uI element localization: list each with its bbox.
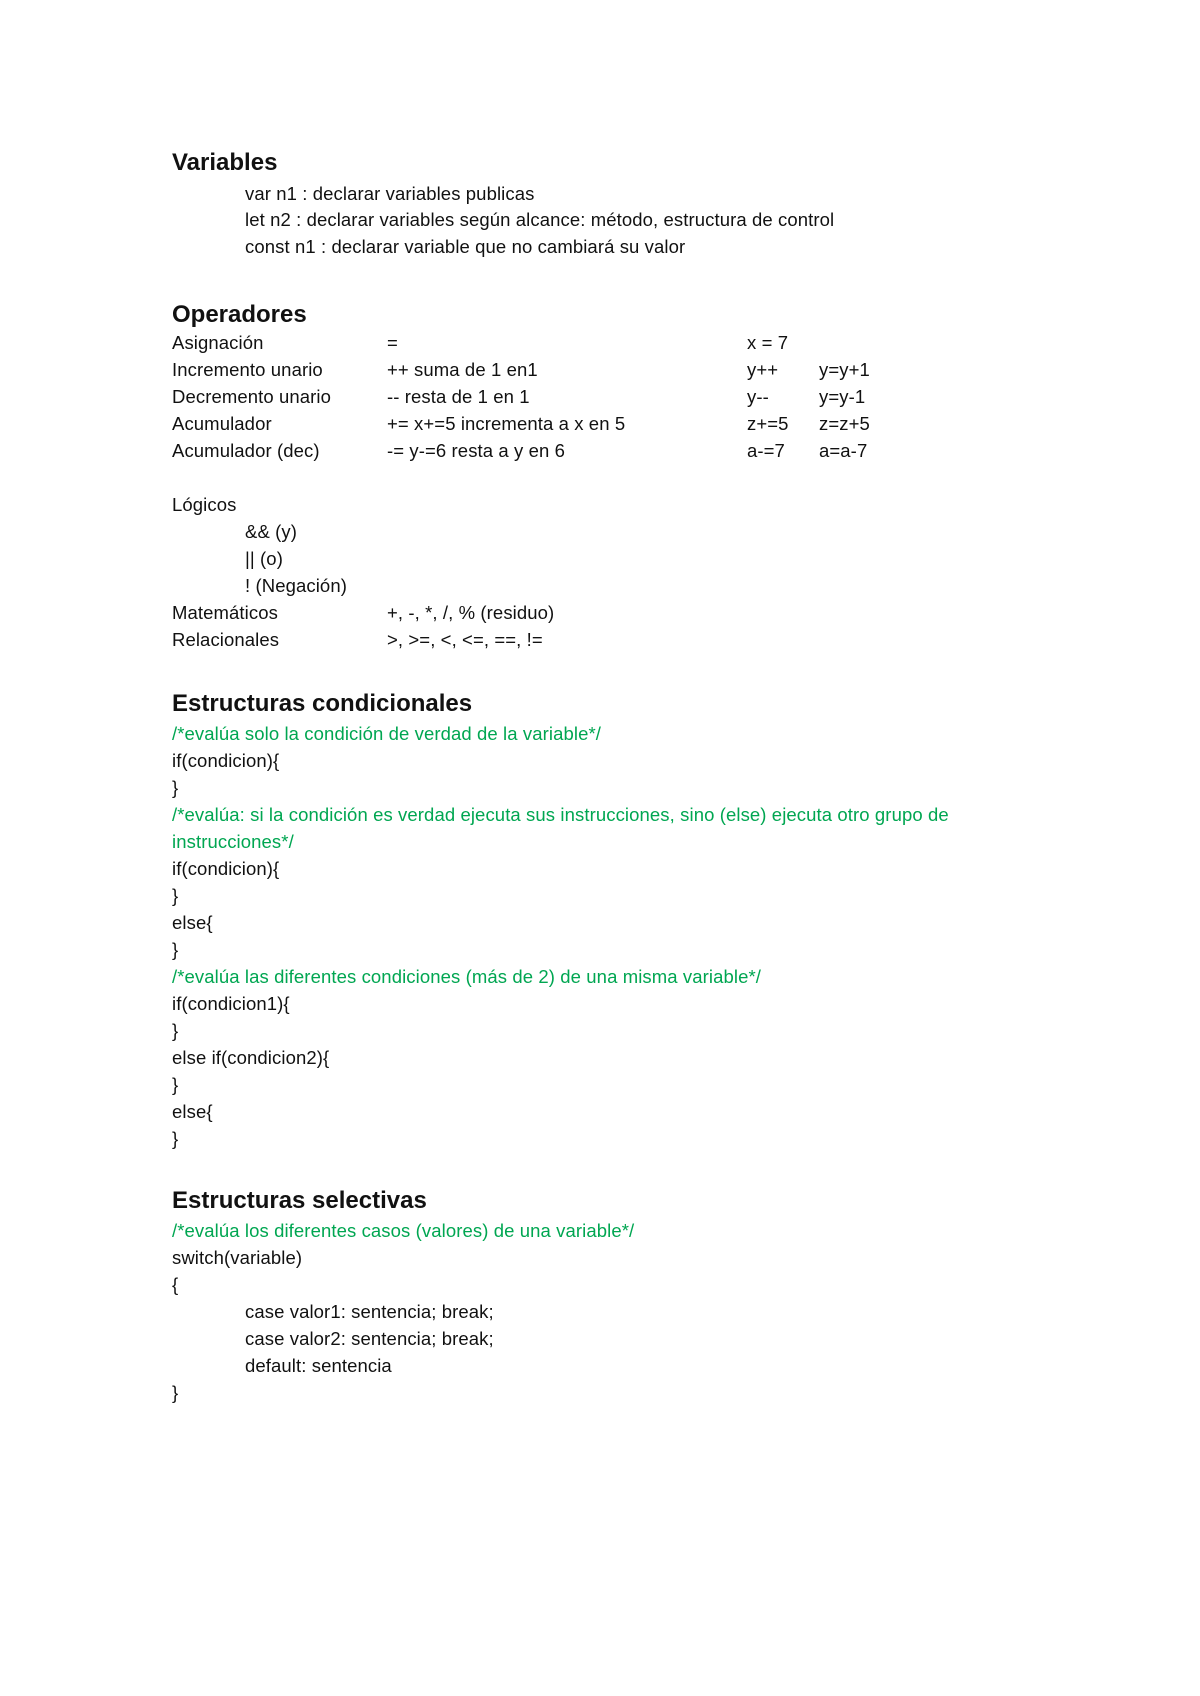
- code-line: else{: [172, 1101, 213, 1122]
- logico-or: || (o): [245, 548, 283, 569]
- operator-symbol: -= y-=6 resta a y en 6: [387, 440, 566, 461]
- operator-name: Asignación: [172, 332, 264, 353]
- operator-example: y--: [747, 386, 769, 407]
- operator-symbol: -- resta de 1 en 1: [387, 386, 530, 407]
- code-line: if(condicion){: [172, 750, 280, 771]
- operator-name: Acumulador (dec): [172, 440, 320, 461]
- code-line: else if(condicion2){: [172, 1047, 330, 1068]
- code-comment: /*evalúa las diferentes condiciones (más de 2) de una misma variable*/: [172, 966, 762, 987]
- code-comment: /*evalúa: si la condición es verdad ejecuta sus instrucciones, sino (else) ejecuta otro grupo de instrucciones*/: [172, 804, 949, 852]
- variables-line-let: let n2 : declarar variables según alcance: método, estructura de control: [245, 209, 835, 230]
- logicos-label: Lógicos: [172, 494, 237, 515]
- operator-equivalent: y=y-1: [819, 386, 866, 407]
- operator-symbol: ++ suma de 1 en1: [387, 359, 538, 380]
- code-line-default: default: sentencia: [245, 1355, 392, 1376]
- matematicos-value: +, -, *, /, % (residuo): [387, 602, 555, 623]
- logico-and: && (y): [245, 521, 297, 542]
- code-line: }: [172, 1382, 179, 1403]
- code-line-case: case valor2: sentencia; break;: [245, 1328, 494, 1349]
- code-line: }: [172, 939, 179, 960]
- operator-example: z+=5: [747, 413, 789, 434]
- code-line: }: [172, 1128, 179, 1149]
- relacionales-label: Relacionales: [172, 629, 280, 650]
- heading-estructuras-condicionales: Estructuras condicionales: [172, 690, 473, 717]
- operator-symbol: =: [387, 332, 398, 353]
- operator-symbol: += x+=5 incrementa a x en 5: [387, 413, 626, 434]
- heading-operadores: Operadores: [172, 301, 307, 328]
- operator-name: Acumulador: [172, 413, 272, 434]
- code-line: {: [172, 1274, 179, 1295]
- code-line: }: [172, 885, 179, 906]
- operator-name: Decremento unario: [172, 386, 332, 407]
- code-comment: /*evalúa los diferentes casos (valores) de una variable*/: [172, 1220, 635, 1241]
- code-line: }: [172, 1020, 179, 1041]
- operator-example: a-=7: [747, 440, 785, 461]
- variables-line-var: var n1 : declarar variables publicas: [245, 183, 535, 204]
- code-line: if(condicion){: [172, 858, 280, 879]
- operator-example: x = 7: [747, 332, 789, 353]
- matematicos-label: Matemáticos: [172, 602, 278, 623]
- operator-name: Incremento unario: [172, 359, 323, 380]
- code-comment: /*evalúa solo la condición de verdad de la variable*/: [172, 723, 602, 744]
- code-line: else{: [172, 912, 213, 933]
- code-line: switch(variable): [172, 1247, 303, 1268]
- heading-variables: Variables: [172, 149, 278, 176]
- operator-equivalent: y=y+1: [819, 359, 870, 380]
- relacionales-value: >, >=, <, <=, ==, !=: [387, 629, 543, 650]
- code-line: }: [172, 777, 179, 798]
- code-line: }: [172, 1074, 179, 1095]
- code-line-case: case valor1: sentencia; break;: [245, 1301, 494, 1322]
- variables-line-const: const n1 : declarar variable que no cambiará su valor: [245, 236, 686, 257]
- logico-not: ! (Negación): [245, 575, 347, 596]
- operator-equivalent: z=z+5: [819, 413, 870, 434]
- heading-estructuras-selectivas: Estructuras selectivas: [172, 1187, 427, 1214]
- code-line: if(condicion1){: [172, 993, 290, 1014]
- operator-example: y++: [747, 359, 779, 380]
- operator-equivalent: a=a-7: [819, 440, 868, 461]
